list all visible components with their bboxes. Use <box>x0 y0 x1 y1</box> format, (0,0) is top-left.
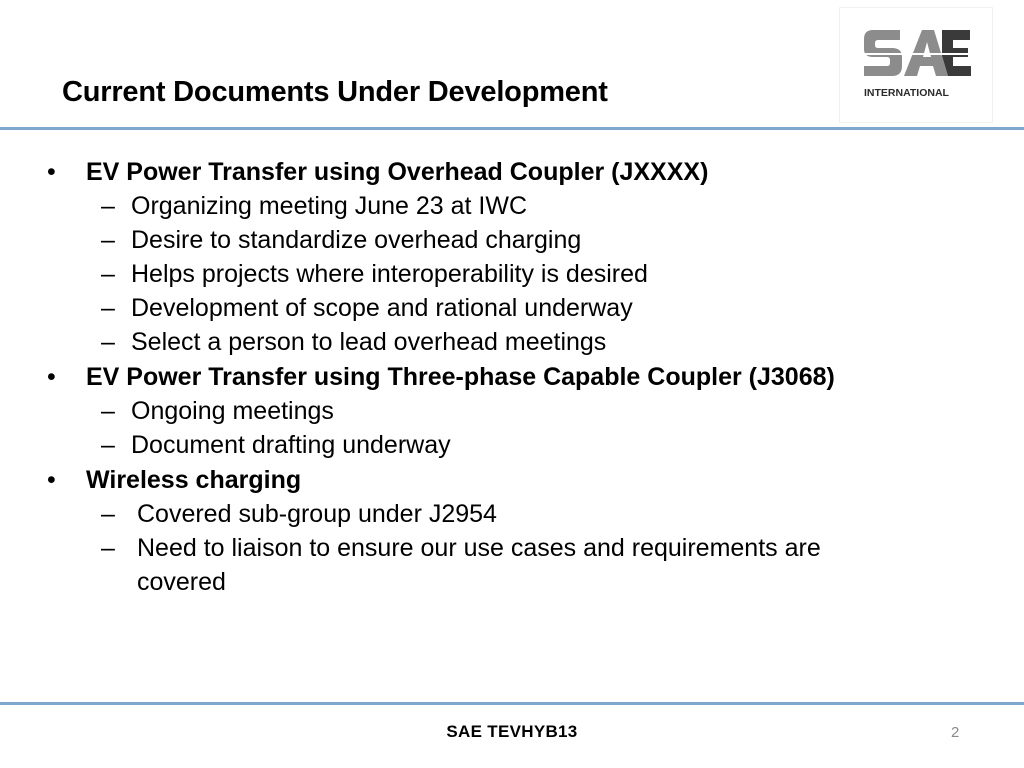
dash-marker: – <box>101 534 115 562</box>
page-number: 2 <box>951 724 960 741</box>
bullet-marker: • <box>47 466 56 494</box>
sub-item-text: Helps projects where interoperability is desired <box>131 260 648 288</box>
dash-marker: – <box>101 294 115 322</box>
footer-text: SAE TEVHYB13 <box>446 722 578 741</box>
dash-marker: – <box>101 397 115 425</box>
sub-item-text: Document drafting underway <box>131 431 451 459</box>
sub-item-text: Organizing meeting June 23 at IWC <box>131 192 528 220</box>
dash-marker: – <box>101 500 115 528</box>
dash-marker: – <box>101 431 115 459</box>
sub-item-text: Development of scope and rational underway <box>131 294 633 322</box>
list-item-heading: EV Power Transfer using Overhead Coupler (JXXXX) <box>86 158 709 186</box>
footer <box>0 722 1024 742</box>
bullet-marker: • <box>47 363 56 391</box>
slide-title: Current Documents Under Development <box>62 76 608 108</box>
sub-item-text: Desire to standardize overhead charging <box>131 226 582 254</box>
sub-item-text: Need to liaison to ensure our use cases and requirements are <box>137 534 821 562</box>
sub-item-text: Covered sub-group under J2954 <box>137 500 497 528</box>
list-item-heading: EV Power Transfer using Three-phase Capable Coupler (J3068) <box>86 363 835 391</box>
footer-divider <box>0 702 1024 705</box>
title-divider <box>0 127 1024 130</box>
sub-item-text: covered <box>137 568 226 596</box>
logo-subtext: INTERNATIONAL <box>864 87 949 99</box>
bullet-marker: • <box>47 158 56 186</box>
dash-marker: – <box>101 328 115 356</box>
sae-international-logo-icon <box>840 8 992 122</box>
list-item-heading: Wireless charging <box>86 466 302 494</box>
dash-marker: – <box>101 260 115 288</box>
sae-logo <box>840 8 992 122</box>
sub-item-text: Select a person to lead overhead meetings <box>131 328 607 356</box>
sub-item-text: Ongoing meetings <box>131 397 334 425</box>
dash-marker: – <box>101 226 115 254</box>
dash-marker: – <box>101 192 115 220</box>
